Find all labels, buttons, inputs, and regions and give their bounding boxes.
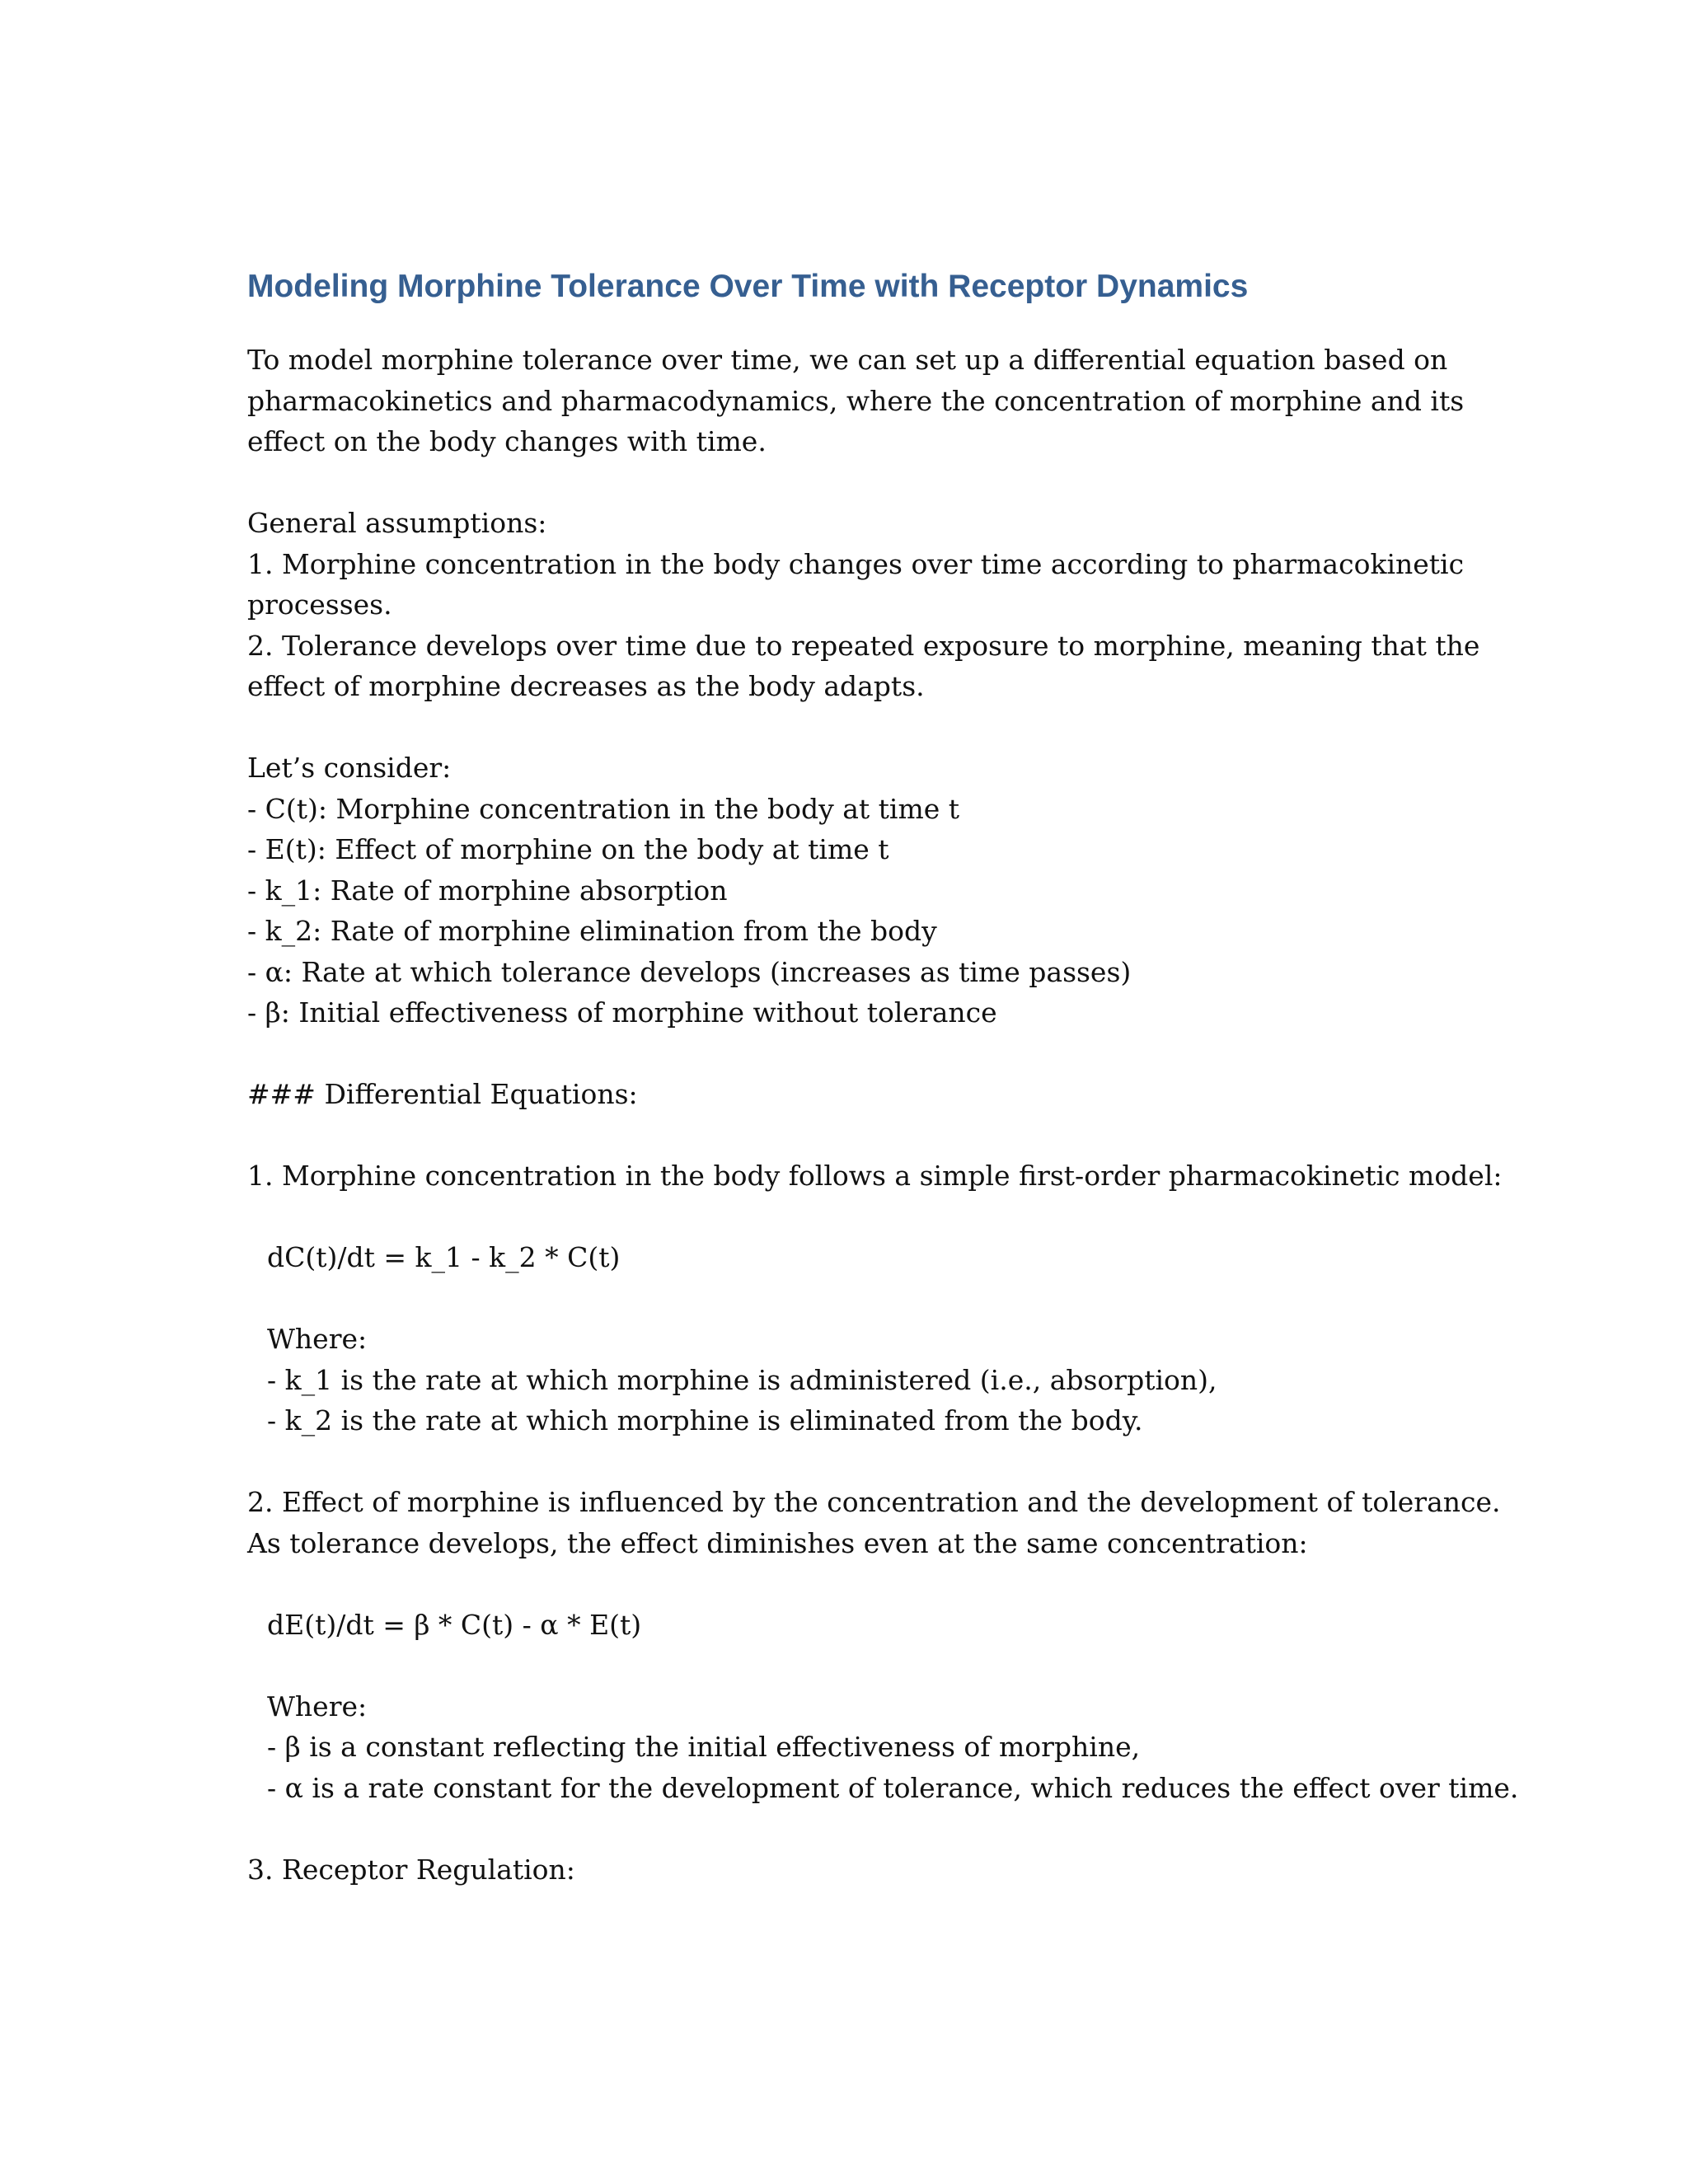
spacer xyxy=(247,1197,1451,1238)
assumption-line: effect of morphine decreases as the body adapts. xyxy=(247,670,925,702)
where-item: - k_1 is the rate at which morphine is administered (i.e., absorption), xyxy=(267,1363,1217,1396)
assumption-line: 2. Tolerance develops over time due to repeated exposure to morphine, meaning that the xyxy=(247,629,1480,662)
assumption-line: processes. xyxy=(247,588,392,621)
variable-definition: - α: Rate at which tolerance develops (increases as time passes) xyxy=(247,955,1132,988)
intro-line: effect on the body changes with time. xyxy=(247,425,767,457)
spacer xyxy=(247,1563,1451,1605)
intro-paragraph xyxy=(247,340,1465,462)
where-label: Where: xyxy=(267,1690,368,1722)
assumptions-heading: General assumptions: xyxy=(247,507,547,539)
section-1 xyxy=(247,1155,1503,1441)
variable-definition: - k_1: Rate of morphine absorption xyxy=(247,874,728,907)
equation-concentration: dC(t)/dt = k_1 - k_2 * C(t) xyxy=(267,1241,621,1273)
spacer xyxy=(247,1033,1451,1075)
section-1-intro: 1. Morphine concentration in the body follows a simple first-order pharmacokinetic model: xyxy=(247,1160,1503,1192)
spacer xyxy=(247,1441,1451,1483)
equation-effect: dE(t)/dt = β * C(t) - α * E(t) xyxy=(267,1608,642,1641)
spacer xyxy=(247,1115,1451,1156)
differential-equations-heading xyxy=(247,1074,1451,1115)
assumption-line: 1. Morphine concentration in the body changes over time according to pharmacokinetic xyxy=(247,547,1465,580)
section-2-intro: 2. Effect of morphine is influenced by the concentration and the development of tolerance. xyxy=(247,1486,1501,1518)
where-item: - β is a constant reflecting the initial effectiveness of morphine, xyxy=(267,1731,1141,1763)
section-2-intro: As tolerance develops, the effect diminishes even at the same concentration: xyxy=(247,1526,1308,1559)
spacer xyxy=(247,1278,1451,1319)
variable-definition: - E(t): Effect of morphine on the body at time t xyxy=(247,833,889,865)
spacer xyxy=(247,1645,1451,1686)
spacer xyxy=(247,707,1451,748)
consider-section xyxy=(247,748,1451,1033)
section-3-heading: 3. Receptor Regulation: xyxy=(247,1853,575,1886)
section-3 xyxy=(247,1849,1451,1891)
where-item: - α is a rate constant for the development of tolerance, which reduces the effect over time. xyxy=(267,1771,1519,1804)
where-item: - k_2 is the rate at which morphine is eliminated from the body. xyxy=(267,1404,1143,1436)
variable-definition: - C(t): Morphine concentration in the body at time t xyxy=(247,792,960,825)
intro-line: To model morphine tolerance over time, we can set up a differential equation based on xyxy=(247,344,1448,376)
intro-line: pharmacokinetics and pharmacodynamics, where the concentration of morphine and its xyxy=(247,384,1465,417)
variable-definition: - k_2: Rate of morphine elimination from the body xyxy=(247,915,937,947)
document-title: Modeling Morphine Tolerance Over Time with Receptor Dynamics xyxy=(247,269,1249,304)
section-2 xyxy=(247,1482,1519,1808)
assumptions-section xyxy=(247,503,1480,707)
where-label: Where: xyxy=(267,1323,368,1355)
spacer xyxy=(247,1808,1451,1849)
spacer xyxy=(247,462,1451,504)
section-heading: ### Differential Equations: xyxy=(247,1078,638,1110)
document-body xyxy=(247,262,1519,1890)
consider-heading: Let’s consider: xyxy=(247,752,452,784)
variable-definition: - β: Initial effectiveness of morphine without tolerance xyxy=(247,996,997,1029)
